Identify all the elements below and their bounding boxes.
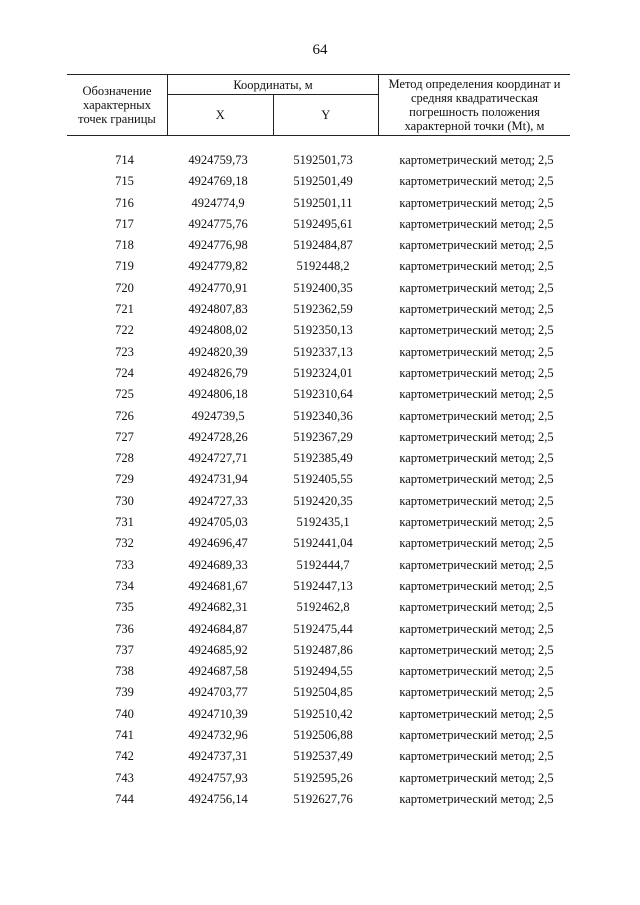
method-cell: картометрический метод; 2,5 xyxy=(399,280,554,295)
table-row xyxy=(67,790,570,811)
point-cell: 741 xyxy=(115,728,134,743)
point-cell: 715 xyxy=(115,174,134,189)
table-row xyxy=(67,705,570,726)
table-row xyxy=(67,279,570,300)
point-cell: 732 xyxy=(115,536,134,551)
x-cell: 4924727,71 xyxy=(188,451,248,466)
y-cell: 5192310,64 xyxy=(293,387,353,402)
x-cell: 4924826,79 xyxy=(188,365,248,380)
point-cell: 716 xyxy=(115,195,134,210)
method-cell: картометрический метод; 2,5 xyxy=(399,536,554,551)
point-cell: 719 xyxy=(115,259,134,274)
point-cell: 734 xyxy=(115,578,134,593)
table-row xyxy=(67,407,570,428)
method-cell: картометрический метод; 2,5 xyxy=(399,493,554,508)
point-cell: 739 xyxy=(115,685,134,700)
table-header xyxy=(67,74,570,136)
point-cell: 724 xyxy=(115,365,134,380)
x-cell: 4924807,83 xyxy=(188,302,248,317)
point-column-header: Обозначение характерных точек границы xyxy=(67,75,168,136)
x-cell: 4924687,58 xyxy=(188,664,248,679)
table-row xyxy=(67,364,570,385)
y-cell: 5192447,13 xyxy=(293,578,353,593)
method-cell: картометрический метод; 2,5 xyxy=(399,749,554,764)
y-cell: 5192506,88 xyxy=(293,728,353,743)
point-cell: 733 xyxy=(115,557,134,572)
point-cell: 743 xyxy=(115,770,134,785)
table-row xyxy=(67,257,570,278)
x-cell: 4924774,9 xyxy=(191,195,245,210)
y-cell: 5192494,55 xyxy=(293,664,353,679)
table-row xyxy=(67,534,570,555)
method-cell: картометрический метод; 2,5 xyxy=(399,621,554,636)
x-cell: 4924770,91 xyxy=(188,280,248,295)
table-row xyxy=(67,470,570,491)
table-row xyxy=(67,620,570,641)
y-cell: 5192444,7 xyxy=(296,557,350,572)
method-cell: картометрический метод; 2,5 xyxy=(399,642,554,657)
y-cell: 5192435,1 xyxy=(296,515,350,530)
x-cell: 4924685,92 xyxy=(188,642,248,657)
x-cell: 4924775,76 xyxy=(188,216,248,231)
point-cell: 744 xyxy=(115,791,134,806)
x-column-header: X xyxy=(168,95,274,136)
method-cell: картометрический метод; 2,5 xyxy=(399,728,554,743)
y-cell: 5192487,86 xyxy=(293,642,353,657)
coordinates-header: Координаты, м xyxy=(168,75,379,95)
method-cell: картометрический метод; 2,5 xyxy=(399,238,554,253)
point-cell: 730 xyxy=(115,493,134,508)
point-cell: 729 xyxy=(115,472,134,487)
method-cell: картометрический метод; 2,5 xyxy=(399,791,554,806)
x-cell: 4924769,18 xyxy=(188,174,248,189)
x-cell: 4924684,87 xyxy=(188,621,248,636)
x-cell: 4924728,26 xyxy=(188,429,248,444)
y-cell: 5192337,13 xyxy=(293,344,353,359)
method-cell: картометрический метод; 2,5 xyxy=(399,408,554,423)
x-cell: 4924727,33 xyxy=(188,493,248,508)
method-cell: картометрический метод; 2,5 xyxy=(399,515,554,530)
table-row xyxy=(67,769,570,790)
table-row xyxy=(67,577,570,598)
y-cell: 5192501,73 xyxy=(293,153,353,167)
table-body xyxy=(67,151,570,811)
table-row xyxy=(67,726,570,747)
y-cell: 5192350,13 xyxy=(293,323,353,338)
table-row xyxy=(67,172,570,193)
y-cell: 5192627,76 xyxy=(293,791,353,806)
method-cell: картометрический метод; 2,5 xyxy=(399,216,554,231)
x-cell: 4924681,67 xyxy=(188,578,248,593)
method-cell: картометрический метод; 2,5 xyxy=(399,557,554,572)
x-cell: 4924705,03 xyxy=(188,515,248,530)
x-cell: 4924806,18 xyxy=(188,387,248,402)
point-cell: 722 xyxy=(115,323,134,338)
point-cell: 725 xyxy=(115,387,134,402)
point-cell: 721 xyxy=(115,302,134,317)
method-cell: картометрический метод; 2,5 xyxy=(399,685,554,700)
y-cell: 5192501,11 xyxy=(293,195,353,210)
table-row xyxy=(67,300,570,321)
table-row xyxy=(67,556,570,577)
point-cell: 736 xyxy=(115,621,134,636)
y-cell: 5192501,49 xyxy=(293,174,353,189)
table-row xyxy=(67,428,570,449)
y-cell: 5192475,44 xyxy=(293,621,353,636)
x-cell: 4924689,33 xyxy=(188,557,248,572)
method-cell: картометрический метод; 2,5 xyxy=(399,153,554,167)
table-row xyxy=(67,492,570,513)
x-cell: 4924757,93 xyxy=(188,770,248,785)
table-row xyxy=(67,513,570,534)
y-cell: 5192362,59 xyxy=(293,302,353,317)
x-cell: 4924731,94 xyxy=(188,472,248,487)
y-cell: 5192340,36 xyxy=(293,408,353,423)
y-cell: 5192595,26 xyxy=(293,770,353,785)
method-cell: картометрический метод; 2,5 xyxy=(399,600,554,615)
point-cell: 728 xyxy=(115,451,134,466)
method-column-header: Метод определения координат и средняя квадратическая погрешность положения характерной точки (Mt), м xyxy=(379,75,571,136)
method-cell: картометрический метод; 2,5 xyxy=(399,174,554,189)
table-row xyxy=(67,215,570,236)
point-cell: 735 xyxy=(115,600,134,615)
table-row xyxy=(67,343,570,364)
x-cell: 4924737,31 xyxy=(188,749,248,764)
point-cell: 740 xyxy=(115,706,134,721)
method-cell: картометрический метод; 2,5 xyxy=(399,706,554,721)
point-cell: 718 xyxy=(115,238,134,253)
method-cell: картометрический метод; 2,5 xyxy=(399,344,554,359)
table-row xyxy=(67,641,570,662)
x-cell: 4924759,73 xyxy=(188,153,248,167)
table-row xyxy=(67,236,570,257)
y-cell: 5192537,49 xyxy=(293,749,353,764)
method-cell: картометрический метод; 2,5 xyxy=(399,472,554,487)
point-cell: 720 xyxy=(115,280,134,295)
point-cell: 714 xyxy=(115,153,134,167)
y-column-header: Y xyxy=(273,95,379,136)
table-row xyxy=(67,194,570,215)
x-cell: 4924756,14 xyxy=(188,791,248,806)
x-cell: 4924703,77 xyxy=(188,685,248,700)
method-cell: картометрический метод; 2,5 xyxy=(399,365,554,380)
y-cell: 5192495,61 xyxy=(293,216,353,231)
table-row xyxy=(67,449,570,470)
y-cell: 5192367,29 xyxy=(293,429,353,444)
table-row xyxy=(67,385,570,406)
y-cell: 5192441,04 xyxy=(293,536,353,551)
point-cell: 723 xyxy=(115,344,134,359)
y-cell: 5192420,35 xyxy=(293,493,353,508)
x-cell: 4924682,31 xyxy=(188,600,248,615)
y-cell: 5192510,42 xyxy=(293,706,353,721)
y-cell: 5192448,2 xyxy=(296,259,350,274)
method-cell: картометрический метод; 2,5 xyxy=(399,195,554,210)
point-cell: 727 xyxy=(115,429,134,444)
table-row xyxy=(67,683,570,704)
y-cell: 5192405,55 xyxy=(293,472,353,487)
y-cell: 5192324,01 xyxy=(293,365,353,380)
method-cell: картометрический метод; 2,5 xyxy=(399,429,554,444)
y-cell: 5192400,35 xyxy=(293,280,353,295)
y-cell: 5192484,87 xyxy=(293,238,353,253)
method-cell: картометрический метод; 2,5 xyxy=(399,770,554,785)
x-cell: 4924808,02 xyxy=(188,323,248,338)
method-cell: картометрический метод; 2,5 xyxy=(399,578,554,593)
method-cell: картометрический метод; 2,5 xyxy=(399,451,554,466)
y-cell: 5192504,85 xyxy=(293,685,353,700)
point-cell: 731 xyxy=(115,515,134,530)
method-cell: картометрический метод; 2,5 xyxy=(399,387,554,402)
method-cell: картометрический метод; 2,5 xyxy=(399,259,554,274)
x-cell: 4924776,98 xyxy=(188,238,248,253)
table-row xyxy=(67,151,570,172)
point-cell: 717 xyxy=(115,216,134,231)
table-row xyxy=(67,662,570,683)
x-cell: 4924732,96 xyxy=(188,728,248,743)
point-cell: 726 xyxy=(115,408,134,423)
table-row xyxy=(67,747,570,768)
x-cell: 4924696,47 xyxy=(188,536,248,551)
x-cell: 4924779,82 xyxy=(188,259,248,274)
method-cell: картометрический метод; 2,5 xyxy=(399,664,554,679)
y-cell: 5192462,8 xyxy=(296,600,350,615)
point-cell: 737 xyxy=(115,642,134,657)
method-cell: картометрический метод; 2,5 xyxy=(399,323,554,338)
x-cell: 4924739,5 xyxy=(191,408,245,423)
x-cell: 4924820,39 xyxy=(188,344,248,359)
page-number: 64 xyxy=(312,42,328,58)
x-cell: 4924710,39 xyxy=(188,706,248,721)
point-cell: 742 xyxy=(115,749,134,764)
method-cell: картометрический метод; 2,5 xyxy=(399,302,554,317)
point-cell: 738 xyxy=(115,664,134,679)
y-cell: 5192385,49 xyxy=(293,451,353,466)
table-row xyxy=(67,321,570,342)
table-row xyxy=(67,598,570,619)
